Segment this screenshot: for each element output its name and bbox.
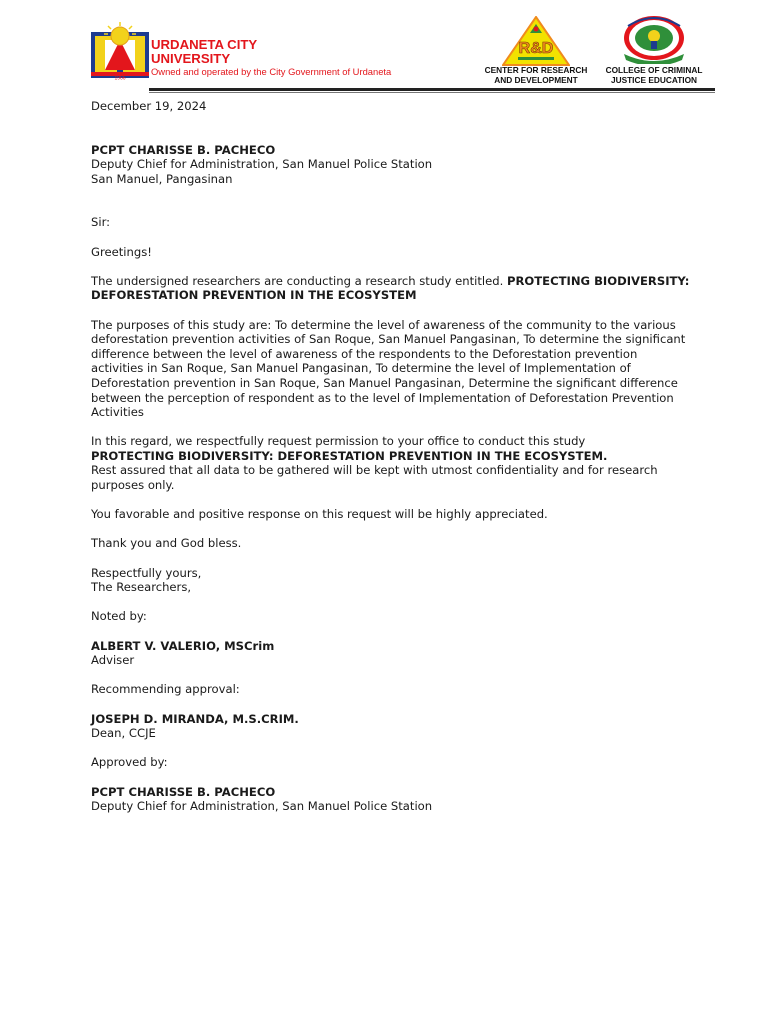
recommending-title: Dean, CCJE [91,726,156,741]
recommending-name: JOSEPH D. MIRANDA, M.S.CRIM. [91,711,299,726]
letter-date: December 19, 2024 [91,99,207,113]
header-divider-thin [149,92,715,93]
confidentiality-text: Rest assured that all data to be gathered will be kept with utmost confidentiality and for research purposes only. [91,463,658,493]
approved-name: PCPT CHARISSE B. PACHECO [91,784,276,799]
appreciation-text: You favorable and positive response on this request will be highly appreciated. [91,507,548,522]
rd-center-caption: CENTER FOR RESEARCH AND DEVELOPMENT [484,65,588,85]
noted-title: Adviser [91,653,135,668]
svg-text:R&D: R&D [518,40,554,57]
ccje-seal-icon [622,14,686,64]
recipient-title: Deputy Chief for Administration, San Manuel Police Station [91,157,433,172]
research-development-logo-icon [502,16,570,66]
urdaneta-city-university-seal-icon [91,22,149,80]
noted-label: Noted by: [91,609,147,624]
recommending-label: Recommending approval: [91,682,240,697]
request-study-title: PROTECTING BIODIVERSITY: DEFORESTATION PREVENTION IN THE ECOSYSTEM. [91,448,608,463]
recipient-address: San Manuel, Pangasinan [91,171,233,186]
university-subtitle: Owned and operated by the City Government of Urdaneta [151,66,392,77]
university-name: URDANETA CITY UNIVERSITY [151,37,257,66]
noted-name: ALBERT V. VALERIO, MSCrim [91,638,275,653]
intro-paragraph [91,274,691,303]
greeting: Greetings! [91,244,152,259]
closing-text: Respectfully yours, [91,565,202,580]
request-text: In this regard, we respectfully request permission to your office to conduct this study [91,434,586,449]
signatory-text: The Researchers, [91,580,192,595]
thanks-text: Thank you and God bless. [91,536,242,551]
letter-body [91,99,691,814]
header-divider [149,88,715,91]
letterhead [0,0,768,100]
salutation: Sir: [91,215,111,230]
study-title: PROTECTING BIODIVERSITY: DEFORESTATION PREVENTION IN THE ECOSYSTEM [91,273,690,303]
request-paragraph [91,434,691,492]
purposes-paragraph: The purposes of this study are: To determine the level of awareness of the community to the various deforestation prevention activities of San Roque, San Manuel Pangasinan, To determine the significant difference between the level of awareness of the respondents to the Deforestation prevention activities in San Roque, San Manuel Pangasinan, To determine the level of Implementation of Deforestation prevention in San Roque, San Manuel Pangasinan, Determine the significant difference between the perception of respondent as to the level of Implementation of Deforestation Prevention Activities [91,317,686,420]
approved-title: Deputy Chief for Administration, San Manuel Police Station [91,799,433,814]
svg-text:1966: 1966 [114,75,126,80]
intro-text: The undersigned researchers are conducting a research study entitled. [91,273,504,288]
ccje-caption: COLLEGE OF CRIMINAL JUSTICE EDUCATION [605,65,703,85]
approved-label: Approved by: [91,755,168,770]
recipient-name: PCPT CHARISSE B. PACHECO [91,142,276,157]
